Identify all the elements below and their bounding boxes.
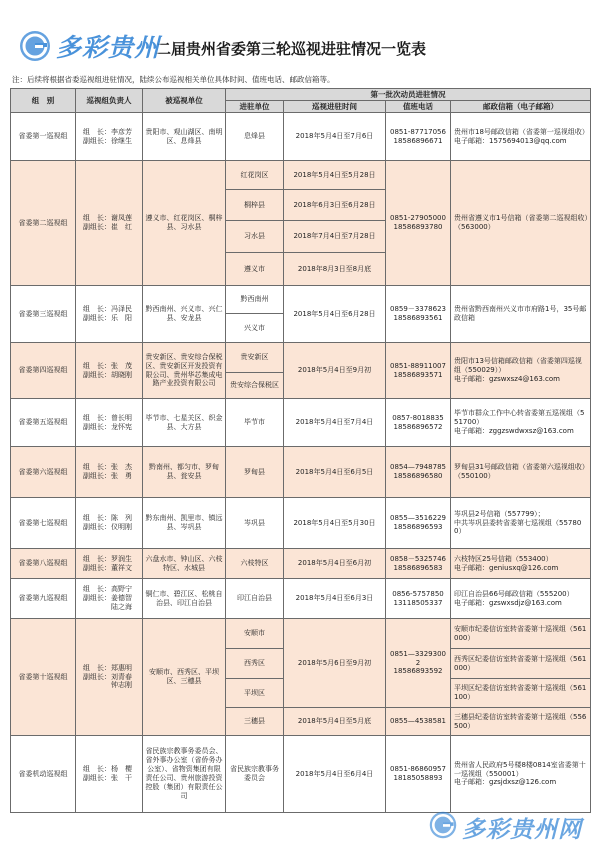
unit-list: 铜仁市、碧江区、松桃自治县、印江自治县	[145, 589, 223, 607]
header-station: 进驻单位	[226, 101, 284, 113]
group-name: 省委机动巡视组	[18, 769, 68, 778]
time-range: 2018年5月4日至5月30日	[293, 518, 376, 527]
time-cell	[284, 190, 386, 221]
station-cell	[226, 399, 284, 447]
leader-line: 副组长：董祥文	[83, 563, 132, 572]
leader-line: 组 长：张 茂	[83, 361, 132, 370]
station-cell	[226, 190, 284, 221]
phone-cell	[386, 113, 451, 161]
table-row	[11, 498, 591, 549]
leaders-cell	[76, 498, 143, 549]
leaders-cell	[76, 161, 143, 286]
mailbox-line: 罗甸县31号邮政信箱（省委第六巡视组收）（550100）	[454, 463, 586, 480]
unit-list: 毕节市、七星关区、织金县、大方县	[145, 413, 223, 431]
station-cell	[226, 447, 284, 498]
phone-number: 0856-5757850	[392, 589, 444, 598]
mail-cell	[451, 113, 591, 161]
mail-cell	[451, 286, 591, 343]
time-cell	[284, 221, 386, 253]
phone-cell	[386, 498, 451, 549]
group-name: 省委第二巡视组	[18, 218, 68, 227]
mailbox-line: 贵州省黔西南州兴义市市府路1号，35号邮政信箱	[454, 305, 587, 322]
time-cell	[284, 708, 386, 736]
phone-number: 0858－5325746	[390, 554, 446, 563]
station-name: 桐梓县	[244, 200, 265, 209]
group-name: 省委第八巡视组	[18, 559, 68, 568]
g-logo-icon	[428, 810, 458, 844]
station-name: 岑巩县	[244, 518, 265, 527]
station-cell	[226, 314, 284, 343]
time-range: 2018年5月6日至9月初	[297, 658, 372, 667]
group-cell	[11, 619, 76, 736]
phone-cell	[386, 619, 451, 708]
time-cell	[284, 286, 386, 343]
leader-line: 副组长：徐继生	[83, 136, 132, 145]
station-cell	[226, 113, 284, 161]
mailbox-line: 电子邮箱：zggzswdwxsz@163.com	[454, 426, 574, 435]
units-cell	[143, 447, 226, 498]
phone-cell	[386, 447, 451, 498]
phone-number: 18586896572	[393, 422, 443, 431]
leaders-cell	[76, 113, 143, 161]
station-name: 毕节市	[244, 418, 265, 427]
header-leaders: 巡视组负责人	[76, 89, 143, 113]
leader-line: 副组长：乐 阳	[83, 314, 132, 322]
leader-line: 组 长：杨 樱	[83, 765, 132, 774]
leaders-cell	[76, 736, 143, 813]
station-cell	[226, 708, 284, 736]
station-cell	[226, 619, 284, 649]
station-cell	[226, 343, 284, 373]
mailbox-line: 电子邮箱：gzswxsz4@163.com	[454, 374, 560, 383]
mailbox-line: 印江自治县66号邮政信箱（555200）	[454, 589, 574, 598]
table-row	[11, 286, 591, 314]
leaders-cell	[76, 549, 143, 579]
unit-list: 黔南州、都匀市、罗甸县、瓮安县	[149, 463, 219, 480]
phone-number: 0851—33293002	[390, 649, 446, 667]
phone-number: 0851-86860957	[390, 765, 446, 774]
mailbox-line: 贵州市18号邮政信箱（省委第一巡视组收）	[454, 127, 589, 136]
time-cell	[284, 343, 386, 399]
station-cell	[226, 579, 284, 619]
mail-cell	[451, 498, 591, 549]
leader-line: 组 长：李彦芳	[83, 127, 132, 136]
units-cell	[143, 113, 226, 161]
time-range: 2018年5月4日至9月初	[297, 366, 372, 375]
leader-line: 副组长：张 干	[83, 774, 132, 782]
mailbox-line: 西秀区纪委信访室转省委第十巡视组（561000）	[454, 654, 587, 672]
time-cell	[284, 498, 386, 549]
phone-number: 0857-8018835	[392, 413, 444, 422]
station-name: 红花岗区	[240, 170, 269, 179]
time-cell	[284, 253, 386, 286]
leader-line: 副组长：刘青春	[83, 672, 132, 681]
mail-cell	[451, 161, 591, 286]
station-name: 黔西南州	[240, 295, 269, 304]
mailbox-line: 安顺市纪委信访室转省委第十巡视组（561000）	[454, 624, 587, 642]
time-cell	[284, 447, 386, 498]
mailbox-line: 毕节市群众工作中心转省委第五巡视组（551700）	[454, 409, 585, 427]
group-cell	[11, 498, 76, 549]
unit-list: 贵阳市、观山湖区、南明区、息烽县	[145, 127, 223, 145]
time-range: 2018年5月4日至7月6日	[295, 132, 374, 141]
time-range: 2018年8月3日至8月底	[297, 264, 372, 273]
station-name: 平坝区	[244, 688, 265, 697]
leaders-cell	[76, 399, 143, 447]
station-name: 罗甸县	[244, 467, 265, 476]
mail-cell	[451, 619, 591, 649]
leader-line: 组 长：曾长明	[83, 413, 132, 422]
group-name: 省委第三巡视组	[18, 309, 68, 318]
mailbox-line: 六枝特区25号信箱（553400）	[454, 554, 553, 563]
units-cell	[143, 286, 226, 343]
mailbox-line: 贵阳市13号信箱邮政信箱（省委第四巡视组（550029））	[454, 357, 582, 375]
phone-number: 18586893571	[393, 370, 443, 379]
leaders-cell	[76, 447, 143, 498]
leaders-cell	[76, 286, 143, 343]
time-range: 2018年5月4日至5月28日	[293, 170, 376, 179]
table-row	[11, 343, 591, 373]
table-row	[11, 447, 591, 498]
time-cell	[284, 619, 386, 708]
phone-number: 0859－3378623	[390, 305, 446, 314]
phone-cell	[386, 286, 451, 343]
leaders-cell	[76, 619, 143, 736]
logo-text: 多彩贵州	[56, 33, 161, 62]
unit-list: 遵义市、红花岗区、桐梓县、习水县	[145, 214, 223, 231]
time-cell	[284, 113, 386, 161]
station-cell	[226, 161, 284, 190]
phone-number: 0855—4538581	[390, 717, 446, 726]
station-cell	[226, 286, 284, 314]
leader-line: 副组长：姜德智	[83, 594, 132, 603]
units-cell	[143, 549, 226, 579]
station-name: 息烽县	[244, 132, 265, 141]
phone-number: 0851-27905000	[390, 214, 446, 223]
site-logo	[18, 26, 160, 66]
station-cell	[226, 649, 284, 679]
phone-cell	[386, 343, 451, 399]
group-cell	[11, 286, 76, 343]
time-cell	[284, 549, 386, 579]
leader-line: 副组长：龙怀宪	[83, 422, 132, 431]
unit-list: 黔西南州、兴义市、兴仁县、安龙县	[145, 305, 223, 322]
leader-line: 组 长：郑惠明	[83, 663, 132, 672]
phone-number: 18586893561	[393, 314, 443, 322]
station-name: 三穗县	[244, 717, 265, 726]
mailbox-line: 电子邮箱：gzsjdxsz@126.com	[454, 778, 557, 787]
units-cell	[143, 399, 226, 447]
station-cell	[226, 736, 284, 813]
station-cell	[226, 373, 284, 399]
station-name: 省民族宗教事务委员会	[230, 765, 279, 782]
leader-line: 副组长：崔 红	[83, 223, 132, 231]
mail-cell	[451, 447, 591, 498]
unit-list: 六盘水市、钟山区、六枝特区、水城县	[145, 554, 223, 572]
table-row	[11, 619, 591, 649]
mail-cell	[451, 736, 591, 813]
leader-line: 组 长：陈 列	[83, 514, 132, 523]
group-cell	[11, 736, 76, 813]
mailbox-line: 岑巩县2号信箱（557799）；	[454, 509, 545, 518]
units-cell	[143, 579, 226, 619]
table-row	[11, 161, 591, 190]
header-units: 被巡视单位	[143, 89, 226, 113]
station-name: 习水县	[244, 232, 265, 241]
unit-list: 省民族宗教事务委员会、省外事办公室（省侨务办公室）、省物资集团有限责任公司、贵州旅游投资控股（集团）有限责任公司	[145, 747, 223, 800]
group-cell	[11, 579, 76, 619]
page-note: 注：后续将根据省委巡视组进驻情况，陆续公布巡视相关单位具体时间、值班电话、邮政信箱等。	[12, 75, 335, 84]
mail-cell	[451, 399, 591, 447]
time-cell	[284, 161, 386, 190]
leaders-cell	[76, 343, 143, 399]
unit-list: 黔东南州、凯里市、镇远县、岑巩县	[145, 514, 223, 531]
leader-line: 组 长：谢凤莲	[83, 214, 132, 223]
group-name: 省委第九巡视组	[18, 594, 68, 603]
header-group: 组 别	[11, 89, 76, 113]
station-cell	[226, 679, 284, 708]
station-name: 印江自治县	[237, 594, 272, 603]
phone-number: 18586896593	[393, 523, 443, 531]
phone-number: 0851-87717056	[390, 127, 446, 136]
time-range: 2018年7月4日至7月28日	[293, 232, 376, 241]
mailbox-line: 贵州省人民政府5号楼8楼0814室省委第十一巡视组（550001）	[454, 760, 586, 778]
phone-cell	[386, 161, 451, 286]
station-name: 贵安综合保税区	[230, 381, 279, 390]
phone-number: 18185058893	[393, 774, 443, 782]
group-cell	[11, 343, 76, 399]
phone-number: 18586896671	[393, 136, 443, 145]
leader-line: 副组长：张 勇	[83, 472, 132, 480]
group-name: 省委第五巡视组	[18, 418, 68, 427]
time-range: 2018年5月4日至6月4日	[295, 769, 374, 778]
mail-cell	[451, 679, 591, 708]
leaders-cell	[76, 579, 143, 619]
header-row	[11, 89, 591, 101]
unit-list: 安顺市、西秀区、平坝区、三穗县	[149, 668, 219, 685]
station-cell	[226, 221, 284, 253]
units-cell	[143, 619, 226, 736]
table-row	[11, 579, 591, 619]
leader-line: 组 长：张 杰	[83, 463, 132, 472]
phone-cell	[386, 549, 451, 579]
time-cell	[284, 579, 386, 619]
mail-cell	[451, 708, 591, 736]
phone-number: 18586893780	[393, 223, 443, 231]
group-name: 省委第一巡视组	[18, 132, 68, 141]
mailbox-line: 平坝区纪委信访室转省委第十巡视组（561100）	[454, 684, 587, 701]
time-range: 2018年5月4日至6月28日	[293, 309, 376, 318]
units-cell	[143, 161, 226, 286]
mailbox-line: 三穗县纪委信访室转省委第十巡视组（556500）	[454, 712, 587, 730]
station-name: 贵安新区	[240, 353, 269, 362]
leader-line: 副组长：胡晓刚	[83, 370, 132, 379]
station-cell	[226, 253, 284, 286]
group-cell	[11, 399, 76, 447]
phone-number: 0855—3516229	[390, 514, 446, 523]
station-cell	[226, 498, 284, 549]
phone-number: 13118505337	[393, 598, 443, 607]
time-range: 2018年5月4日至5月底	[297, 717, 372, 726]
group-name: 省委第十巡视组	[18, 672, 68, 681]
station-name: 安顺市	[244, 629, 265, 638]
mailbox-line: 电子邮箱：1575694013@qq.com	[454, 136, 567, 145]
leader-line: 陆之海	[83, 602, 132, 611]
table-row	[11, 549, 591, 579]
station-cell	[226, 549, 284, 579]
station-name: 遵义市	[244, 264, 265, 273]
table-row	[11, 113, 591, 161]
mailbox-line: 电子邮箱：geniusxq@126.com	[454, 563, 559, 572]
table-row	[11, 736, 591, 813]
watermark-text: 多彩贵州网	[462, 815, 582, 843]
unit-list: 贵安新区、贵安综合保税区、贵安新区开发投资有限公司、贵州华芯集成电路产业投资有限公司	[145, 352, 223, 388]
phone-number: 0854—7948785	[390, 463, 446, 472]
station-name: 西秀区	[244, 659, 265, 668]
group-cell	[11, 447, 76, 498]
table-row	[11, 399, 591, 447]
time-cell	[284, 736, 386, 813]
group-cell	[11, 113, 76, 161]
units-cell	[143, 343, 226, 399]
mail-cell	[451, 579, 591, 619]
mail-cell	[451, 343, 591, 399]
watermark-logo	[428, 810, 582, 844]
leader-line: 钟志刚	[83, 681, 132, 690]
time-range: 2018年5月4日至6月初	[297, 559, 372, 568]
header-time: 巡视进驻时间	[284, 101, 386, 113]
mailbox-line: 贵州省遵义市1号信箱（省委第二巡视组收）（563000）	[454, 214, 588, 231]
units-cell	[143, 498, 226, 549]
station-name: 兴义市	[244, 323, 265, 332]
header-batch: 第一批次动员进驻情况	[226, 89, 591, 101]
inspection-table	[10, 88, 591, 813]
g-logo-icon	[18, 29, 52, 63]
leader-line: 组 长：罗润生	[83, 554, 132, 563]
time-cell	[284, 399, 386, 447]
time-range: 2018年5月4日至6月5日	[295, 467, 374, 476]
leader-line: 组 长：高野宁	[83, 585, 132, 594]
phone-number: 0851-88911007	[390, 361, 446, 370]
phone-cell	[386, 579, 451, 619]
units-cell	[143, 736, 226, 813]
phone-cell	[386, 708, 451, 736]
mail-cell	[451, 549, 591, 579]
time-range: 2018年6月3日至6月28日	[293, 200, 376, 209]
mailbox-line: 电子邮箱：gzswxsdjz@163.com	[454, 598, 562, 607]
group-cell	[11, 161, 76, 286]
group-cell	[11, 549, 76, 579]
group-name: 省委第七巡视组	[18, 518, 68, 527]
group-name: 省委第四巡视组	[18, 366, 68, 375]
phone-cell	[386, 399, 451, 447]
phone-number: 18586896583	[393, 563, 443, 572]
page-title: 二届贵州省委第三轮巡视进驻情况一览表	[156, 40, 427, 58]
phone-number: 18586893592	[393, 667, 443, 676]
header-mail: 邮政信箱（电子邮箱）	[451, 101, 591, 113]
leader-line: 组 长：冯泽民	[83, 305, 132, 314]
phone-number: 18586896580	[393, 472, 443, 480]
header-phone: 值班电话	[386, 101, 451, 113]
group-name: 省委第六巡视组	[18, 467, 68, 476]
time-range: 2018年5月4日至6月3日	[295, 594, 374, 603]
phone-cell	[386, 736, 451, 813]
leader-line: 副组长：仪明刚	[83, 523, 132, 531]
time-range: 2018年5月4日至7月4日	[295, 418, 374, 427]
mailbox-line: 中共岑巩县委转省委第七巡视组（557800）	[454, 518, 582, 536]
mail-cell	[451, 649, 591, 679]
station-name: 六枝特区	[240, 559, 269, 568]
